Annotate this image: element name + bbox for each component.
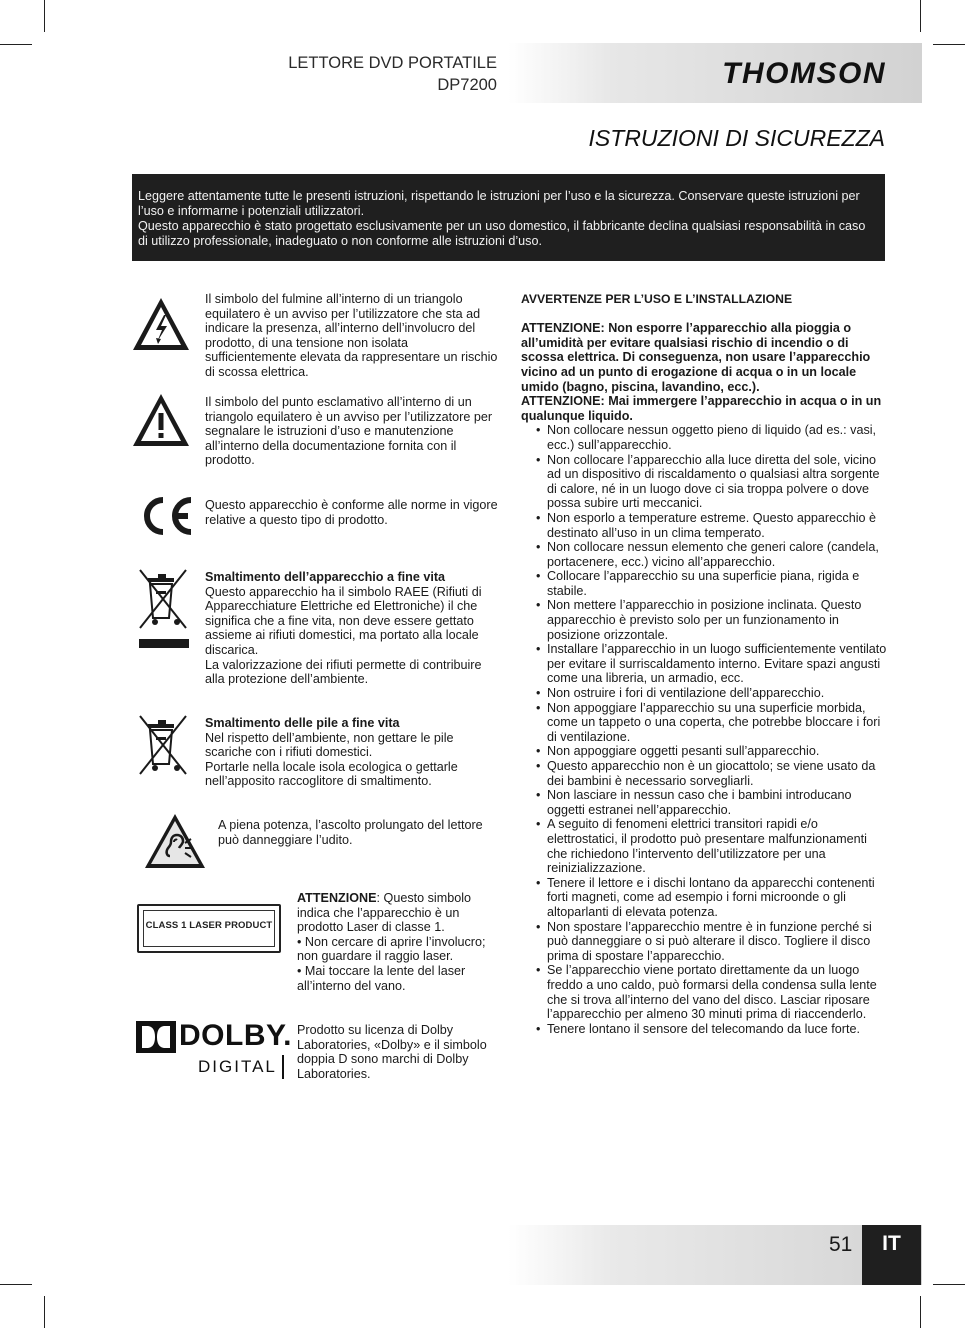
list-item: • Non esporlo a temperature estreme. Questo apparecchio è destinato all’uso in un clima temperato. bbox=[521, 511, 888, 540]
brand-logo: THOMSON bbox=[722, 57, 886, 90]
section-title: ISTRUZIONI DI SICUREZZA bbox=[588, 125, 885, 151]
laser-title: ATTENZIONE bbox=[297, 891, 377, 905]
weee-text: La valorizzazione dei rifiuti permette di contribuire alla protezione dell’ambiente. bbox=[205, 657, 482, 687]
warnings-column bbox=[521, 292, 888, 1036]
page-number: 51 bbox=[829, 1233, 853, 1256]
intro-paragraph: Questo apparecchio è stato progettato esclusivamente per un uso domestico, il fabbricante declina qualsiasi responsabilità in caso di utilizzo professionale, inadeguato o non conforme alle istruzioni d’uso. bbox=[138, 219, 866, 248]
battery-block bbox=[205, 716, 498, 789]
list-item: • Non collocare l’apparecchio alla luce diretta del sole, vicino ad un dispositivo di riscaldamento o qualsiasi altra sorgente di calore, né in un luogo dove ci sia troppa polvere o dove possa subire urti meccanici. bbox=[521, 453, 888, 511]
laser-bullet: • Mai toccare la lente del laser all’interno del vano. bbox=[297, 963, 466, 993]
list-item: • Questo apparecchio non è un giocattolo; se viene usato da dei bambini è necessario sorvegliarli. bbox=[521, 759, 888, 788]
ce-text: Questo apparecchio è conforme alle norme in vigore relative a questo tipo di prodotto. bbox=[205, 498, 498, 527]
dolby-text: Prodotto su licenza di Dolby Laboratories, «Dolby» e il simbolo doppia D sono marchi di Dolby Laboratories. bbox=[297, 1023, 487, 1081]
warning-bold: ATTENZIONE: Mai immergere l’apparecchio in acqua o in un qualunque liquido. bbox=[521, 394, 882, 423]
lightning-text: Il simbolo del fulmine all’interno di un triangolo equilatero è un avviso per l’utilizzatore che sta ad indicare la presenza, all’interno dell’involucro del prodotto, di una tensione non isolata sufficientemente elevata da rappresentare un rischio di scossa elettrica. bbox=[205, 292, 498, 379]
list-item: • Non collocare nessun oggetto pieno di liquido (ad es.: vasi, ecc.) sull’apparecchio. bbox=[521, 423, 888, 452]
crop-mark bbox=[0, 1284, 32, 1285]
laser-text: : Questo simbolo indica che l’apparecchio è un prodotto Laser di classe 1. bbox=[297, 891, 472, 935]
crop-mark bbox=[44, 0, 45, 32]
laser-bullet: • Non cercare di aprire l’involucro; non guardare il raggio laser. bbox=[297, 934, 486, 964]
dolby-digital: DIGITAL bbox=[198, 1057, 277, 1076]
intro-box bbox=[132, 174, 885, 261]
intro-paragraph: Leggere attentamente tutte le presenti istruzioni, rispettando le istruzioni per l’uso e la sicurezza. Conservare queste istruzioni per l’uso e informarne i potenziali utilizzatori. bbox=[138, 189, 860, 218]
dolby-logo bbox=[136, 1019, 293, 1081]
product-line: LETTORE DVD PORTATILE bbox=[288, 54, 497, 72]
crop-mark bbox=[0, 44, 32, 45]
laser-block bbox=[297, 891, 497, 993]
hearing-warning-icon bbox=[143, 812, 207, 870]
warnings-list bbox=[521, 423, 888, 1036]
footer-band bbox=[508, 1225, 922, 1285]
list-item: • A seguito di fenomeni elettrici transitori rapidi e/o elettrostatici, il prodotto può presentare malfunzionamenti che richiedono l’intervento dell’utilizzatore per una reinizializzazione. bbox=[521, 817, 888, 875]
double-d-icon bbox=[136, 1021, 176, 1053]
crop-mark bbox=[920, 0, 921, 32]
battery-title: Smaltimento delle pile a fine vita bbox=[205, 716, 400, 730]
list-item: • Non lasciare in nessun caso che i bambini introducano oggetti estranei nell’apparecchio. bbox=[521, 788, 888, 817]
product-model: DP7200 bbox=[437, 76, 497, 94]
battery-text: Portarle nella locale isola ecologica o gettarle nell’apposito raccoglitore di smaltimento. bbox=[205, 759, 458, 789]
weee-bin-icon bbox=[136, 566, 192, 652]
battery-bin-icon bbox=[136, 712, 192, 778]
warnings-heading: AVVERTENZE PER L’USO E L’INSTALLAZIONE bbox=[521, 292, 793, 306]
list-item: • Installare l’apparecchio in un luogo sufficientemente ventilato per evitare il surriscaldamento interno. Evitare spazi angusti come una libreria, un armadio, ecc. bbox=[521, 642, 888, 686]
exclamation-text: Il simbolo del punto esclamativo all’interno di un triangolo equilatero è un avviso per l’utilizzatore per segnalare le istruzioni d’uso e manutenzione all’interno della documentazione fornita con il prodotto. bbox=[205, 395, 493, 468]
battery-text: Nel rispetto dell’ambiente, non gettare le pile scariche con i rifiuti domestici. bbox=[205, 730, 454, 760]
list-item: • Non spostare l’apparecchio mentre è in funzione perché si può danneggiare o si può alterare il disco. Togliere il disco prima di spostare l’apparecchio. bbox=[521, 920, 888, 964]
list-item: • Se l’apparecchio viene portato direttamente da un luogo freddo a uno caldo, può formarsi della condensa sulla lente che si trova all’interno del vano del disco. Lasciar riposare l’apparecchio per almeno 30 minuti prima di riaccenderlo. bbox=[521, 963, 888, 1021]
weee-block bbox=[205, 570, 498, 687]
hearing-text: A piena potenza, l’ascolto prolungato del lettore può danneggiare l’udito. bbox=[218, 818, 483, 847]
dolby-word: DOLBY. bbox=[179, 1019, 293, 1052]
list-item: • Collocare l’apparecchio su una superficie piana, rigida e stabile. bbox=[521, 569, 888, 598]
laser-label: CLASS 1 LASER PRODUCT bbox=[145, 920, 273, 931]
ce-mark-icon bbox=[137, 496, 195, 536]
list-item: • Non collocare nessun elemento che generi calore (candela, portacenere, ecc.) vicino all’apparecchio. bbox=[521, 540, 888, 569]
crop-mark bbox=[44, 1296, 45, 1328]
language-tab: IT bbox=[862, 1225, 921, 1285]
crop-mark bbox=[933, 1284, 965, 1285]
crop-mark bbox=[933, 44, 965, 45]
list-item: • Tenere il lettore e i dischi lontano da apparecchi contenenti forti magneti, come ad esempio i forni microonde o gli altoparlanti di elevata potenza. bbox=[521, 876, 888, 920]
list-item: • Non ostruire i fori di ventilazione dell’apparecchio. bbox=[521, 686, 888, 701]
lightning-warning-icon bbox=[131, 296, 191, 352]
weee-title: Smaltimento dell’apparecchio a fine vita bbox=[205, 570, 446, 584]
warning-bold: ATTENZIONE: Non esporre l’apparecchio alla pioggia o all’umidità per evitare qualsiasi rischio di incendio o di scossa elettrica. Di conseguenza, non usare l’apparecchio vicino ad un punto di erogazione di acqua o in un locale umido (bagno, piscina, lavandino, ecc.). bbox=[521, 321, 871, 394]
list-item: • Non appoggiare oggetti pesanti sull’apparecchio. bbox=[521, 744, 888, 759]
list-item: • Non appoggiare l’apparecchio su una superficie morbida, come un tappeto o una coperta, che potrebbe bloccare i fori di ventilazione. bbox=[521, 701, 888, 745]
weee-text: Questo apparecchio ha il simbolo RAEE (Rifiuti di Apparecchiature Elettriche ed Elettroniche) il che significa che a fine vita, non deve essere gettato assieme ai rifiuti domestici, ma portato alla locale discarica. bbox=[205, 584, 482, 657]
exclamation-warning-icon bbox=[131, 392, 191, 448]
list-item: • Non mettere l’apparecchio in posizione inclinata. Questo apparecchio è previsto solo per un funzionamento in posizione orizzontale. bbox=[521, 598, 888, 642]
list-item: • Tenere lontano il sensore del telecomando da luce forte. bbox=[521, 1022, 888, 1037]
brand-band bbox=[508, 43, 922, 103]
crop-mark bbox=[920, 1296, 921, 1328]
laser-label-box bbox=[137, 904, 281, 953]
product-title bbox=[200, 52, 497, 96]
